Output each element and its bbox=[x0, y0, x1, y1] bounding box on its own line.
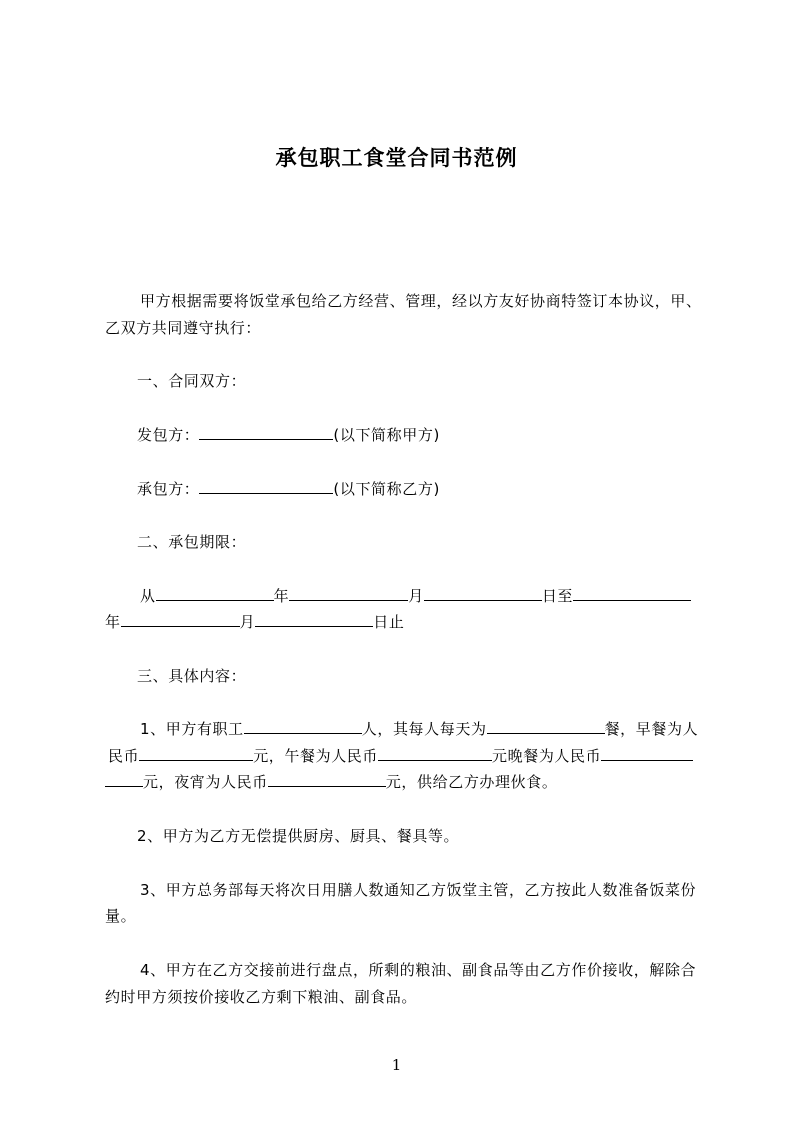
section-3-heading: 三、具体内容： bbox=[137, 667, 247, 685]
intro-line-1: 甲方根据需要将饭堂承包给乙方经营、管理，经以方友好协商特签订本协议，甲、 bbox=[140, 292, 702, 310]
item-1-text-b: 人，其每人每天为 bbox=[361, 720, 487, 738]
item-3-line-1: 3、甲方总务部每天将次日用膳人数通知乙方饭堂主管，乙方按此人数准备饭菜份 bbox=[140, 881, 697, 899]
term-end: 日止 bbox=[373, 613, 405, 631]
term-year-2: 年 bbox=[105, 613, 121, 631]
dinner-price-blank-b[interactable] bbox=[105, 772, 143, 787]
supper-price-blank[interactable] bbox=[268, 772, 386, 787]
party-b-blank[interactable] bbox=[199, 479, 333, 494]
term-from: 从 bbox=[140, 587, 156, 605]
term-line-1 bbox=[140, 586, 691, 606]
term-end-day-blank[interactable] bbox=[255, 612, 373, 627]
lunch-price-blank[interactable] bbox=[378, 746, 492, 761]
item-1-line-1 bbox=[140, 719, 698, 739]
item-1-line-2 bbox=[108, 746, 693, 766]
staff-count-blank[interactable] bbox=[244, 719, 362, 734]
document-title: 承包职工食堂合同书范例 bbox=[275, 146, 518, 170]
party-a-line bbox=[137, 425, 440, 445]
party-b-suffix: (以下简称乙方) bbox=[333, 480, 440, 498]
item-1-line-3 bbox=[105, 772, 557, 792]
term-year: 年 bbox=[273, 587, 290, 605]
party-a-suffix: (以下简称甲方) bbox=[333, 426, 440, 444]
party-b-label: 承包方： bbox=[137, 480, 200, 498]
term-end-month-blank[interactable] bbox=[121, 612, 240, 627]
item-1-text-a: 1、甲方有职工 bbox=[140, 720, 244, 738]
item-1-text-e: 元，午餐为人民币 bbox=[253, 747, 379, 765]
party-a-blank[interactable] bbox=[199, 425, 333, 440]
term-month-2: 月 bbox=[239, 613, 256, 631]
term-start-year-blank[interactable] bbox=[156, 586, 274, 601]
item-4-line-2: 约时甲方须按价接收乙方剩下粮油、副食品。 bbox=[105, 988, 418, 1006]
term-day-to: 日至 bbox=[541, 587, 574, 605]
item-3-line-2: 量。 bbox=[105, 907, 137, 925]
item-1-text-f: 元晚餐为人民币 bbox=[492, 747, 602, 765]
meals-per-day-blank[interactable] bbox=[487, 719, 605, 734]
item-1-text-c: 餐，早餐为人 bbox=[604, 720, 699, 738]
section-2-heading: 二、承包期限： bbox=[137, 533, 247, 551]
intro-line-2: 乙双方共同遵守执行： bbox=[105, 319, 262, 337]
breakfast-price-blank[interactable] bbox=[139, 746, 253, 761]
term-start-day-blank[interactable] bbox=[424, 586, 542, 601]
term-line-2 bbox=[105, 612, 404, 632]
term-start-month-blank[interactable] bbox=[289, 586, 408, 601]
item-1-text-h: 元，供给乙方办理伙食。 bbox=[385, 773, 558, 791]
party-b-line bbox=[137, 479, 440, 499]
term-month: 月 bbox=[408, 587, 424, 605]
page-number: 1 bbox=[391, 1056, 402, 1074]
item-2: 2、甲方为乙方无偿提供厨房、厨具、餐具等。 bbox=[137, 827, 460, 845]
item-1-text-d: 民币 bbox=[108, 747, 140, 765]
section-1-heading: 一、合同双方： bbox=[137, 372, 247, 390]
item-1-text-g: 元，夜宵为人民币 bbox=[143, 773, 268, 791]
term-end-year-blank[interactable] bbox=[573, 586, 691, 601]
item-4-line-1: 4、甲方在乙方交接前进行盘点，所剩的粮油、副食品等由乙方作价接收，解除合 bbox=[140, 961, 697, 979]
party-a-label: 发包方： bbox=[137, 426, 200, 444]
dinner-price-blank-a[interactable] bbox=[601, 746, 693, 761]
